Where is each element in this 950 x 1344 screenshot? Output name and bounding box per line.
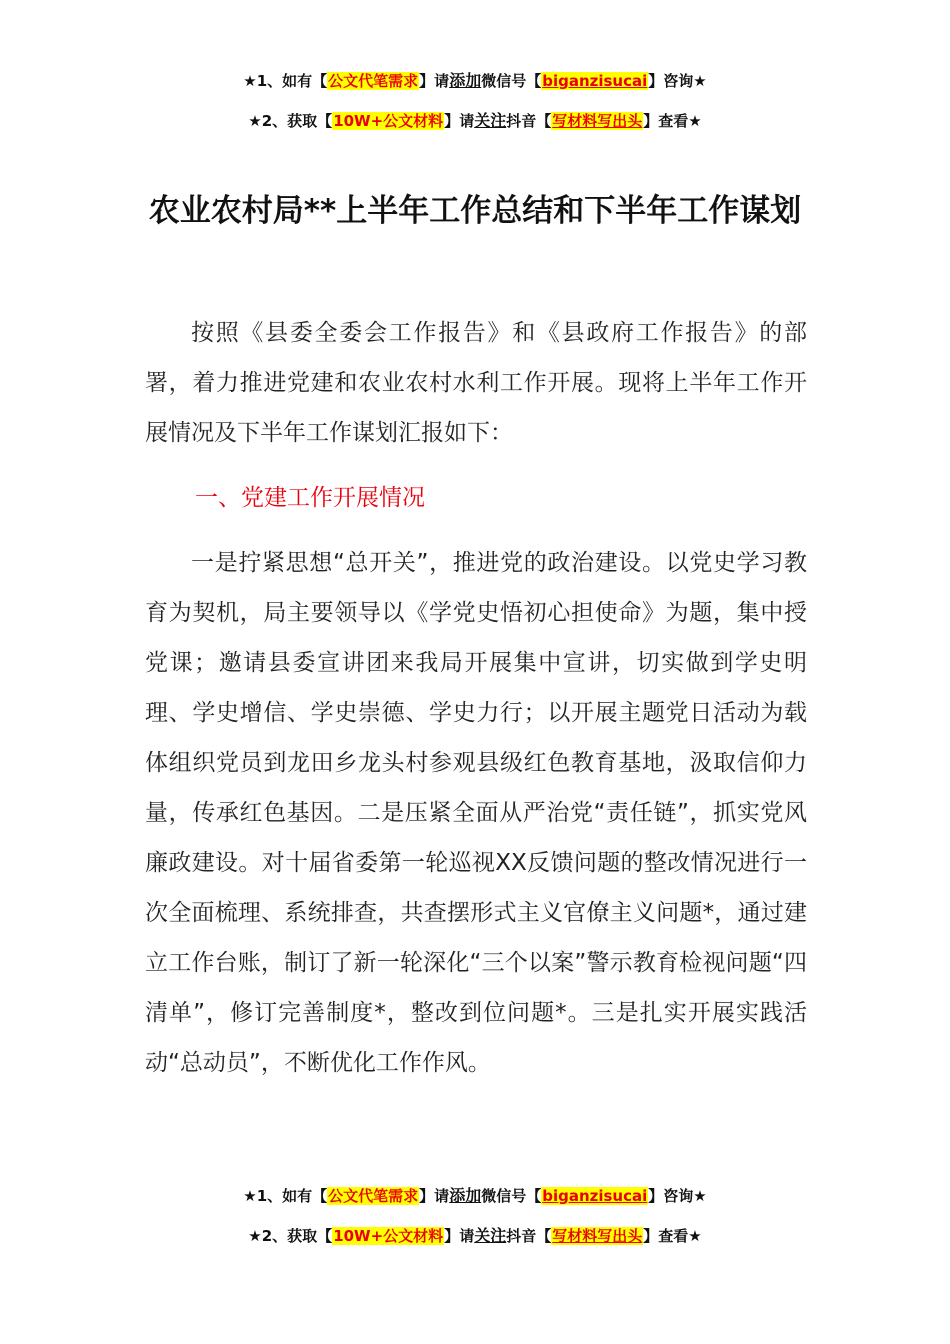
banner-suffix: 】咨询★ (648, 1187, 707, 1205)
wechat-id-link[interactable]: biganzisucai (542, 1187, 648, 1205)
document-title: 农业农村局**上半年工作总结和下半年工作谋划 (148, 193, 802, 229)
banner-suffix: 】查看★ (643, 1227, 702, 1245)
section-heading: 一、党建工作开展情况 (195, 485, 425, 511)
banner-text: 微信号【 (481, 1187, 542, 1205)
douyin-account-link[interactable]: 写材料写出头 (552, 1227, 643, 1245)
banner-underlined: 添加 (449, 1186, 482, 1205)
banner-prefix: ★2、获取【 (248, 1227, 333, 1245)
bottom-banner-line-2 (0, 1225, 950, 1247)
banner-underlined: 添加 (449, 71, 482, 90)
banner-highlight: 10W+公文材料 (333, 1227, 444, 1245)
section-body-paragraph: 一是拧紧思想“总开关”，推进党的政治建设。以党史学习教育为契机，局主要领导以《学党史悟初心担使命》为题，集中授党课；邀请县委宣讲团来我局开展集中宣讲，切实做到学史明理、学史增信、学史崇德、学史力行；以开展主题党日活动为载体组织党员到龙田乡龙头村参观县级红色教育基地，汲取信仰力量，传承红色基因。二是压紧全面从严治党“责任链”，抓实党风廉政建设。对十届省委第一轮巡视XX反馈问题的整改情况进行一次全面梳理、系统排查，共查摆形式主义官僚主义问题*，通过建立工作台账，制订了新一轮深化“三个以案”警示教育检视问题“四清单”，修订完善制度*，整改到位问题*。三是扎实开展实践活动“总动员”，不断优化工作作风。 (145, 550, 807, 1076)
banner-text: 】请 (419, 1187, 450, 1205)
banner-prefix: ★2、获取【 (248, 112, 333, 130)
banner-prefix: ★1、如有【 (243, 1187, 328, 1205)
banner-underlined: 关注 (474, 1226, 507, 1245)
bottom-banner-line-1 (0, 1185, 950, 1207)
banner-text: 抖音【 (506, 112, 552, 130)
banner-highlight: 公文代笔需求 (328, 1187, 419, 1205)
top-banner-line-2 (0, 110, 950, 132)
banner-text: 】请 (419, 72, 450, 90)
wechat-id-link[interactable]: biganzisucai (542, 72, 648, 90)
banner-suffix: 】咨询★ (648, 72, 707, 90)
banner-text: 微信号【 (481, 72, 542, 90)
banner-text: 】请 (444, 1227, 475, 1245)
banner-text: 抖音【 (506, 1227, 552, 1245)
top-banner-line-1 (0, 70, 950, 92)
intro-paragraph: 按照《县委全委会工作报告》和《县政府工作报告》的部署，着力推进党建和农业农村水利工作开展。现将上半年工作开展情况及下半年工作谋划汇报如下： (145, 320, 807, 446)
banner-suffix: 】查看★ (643, 112, 702, 130)
banner-text: 】请 (444, 112, 475, 130)
douyin-account-link[interactable]: 写材料写出头 (552, 112, 643, 130)
banner-prefix: ★1、如有【 (243, 72, 328, 90)
banner-highlight: 10W+公文材料 (333, 112, 444, 130)
banner-highlight: 公文代笔需求 (328, 72, 419, 90)
banner-underlined: 关注 (474, 111, 507, 130)
